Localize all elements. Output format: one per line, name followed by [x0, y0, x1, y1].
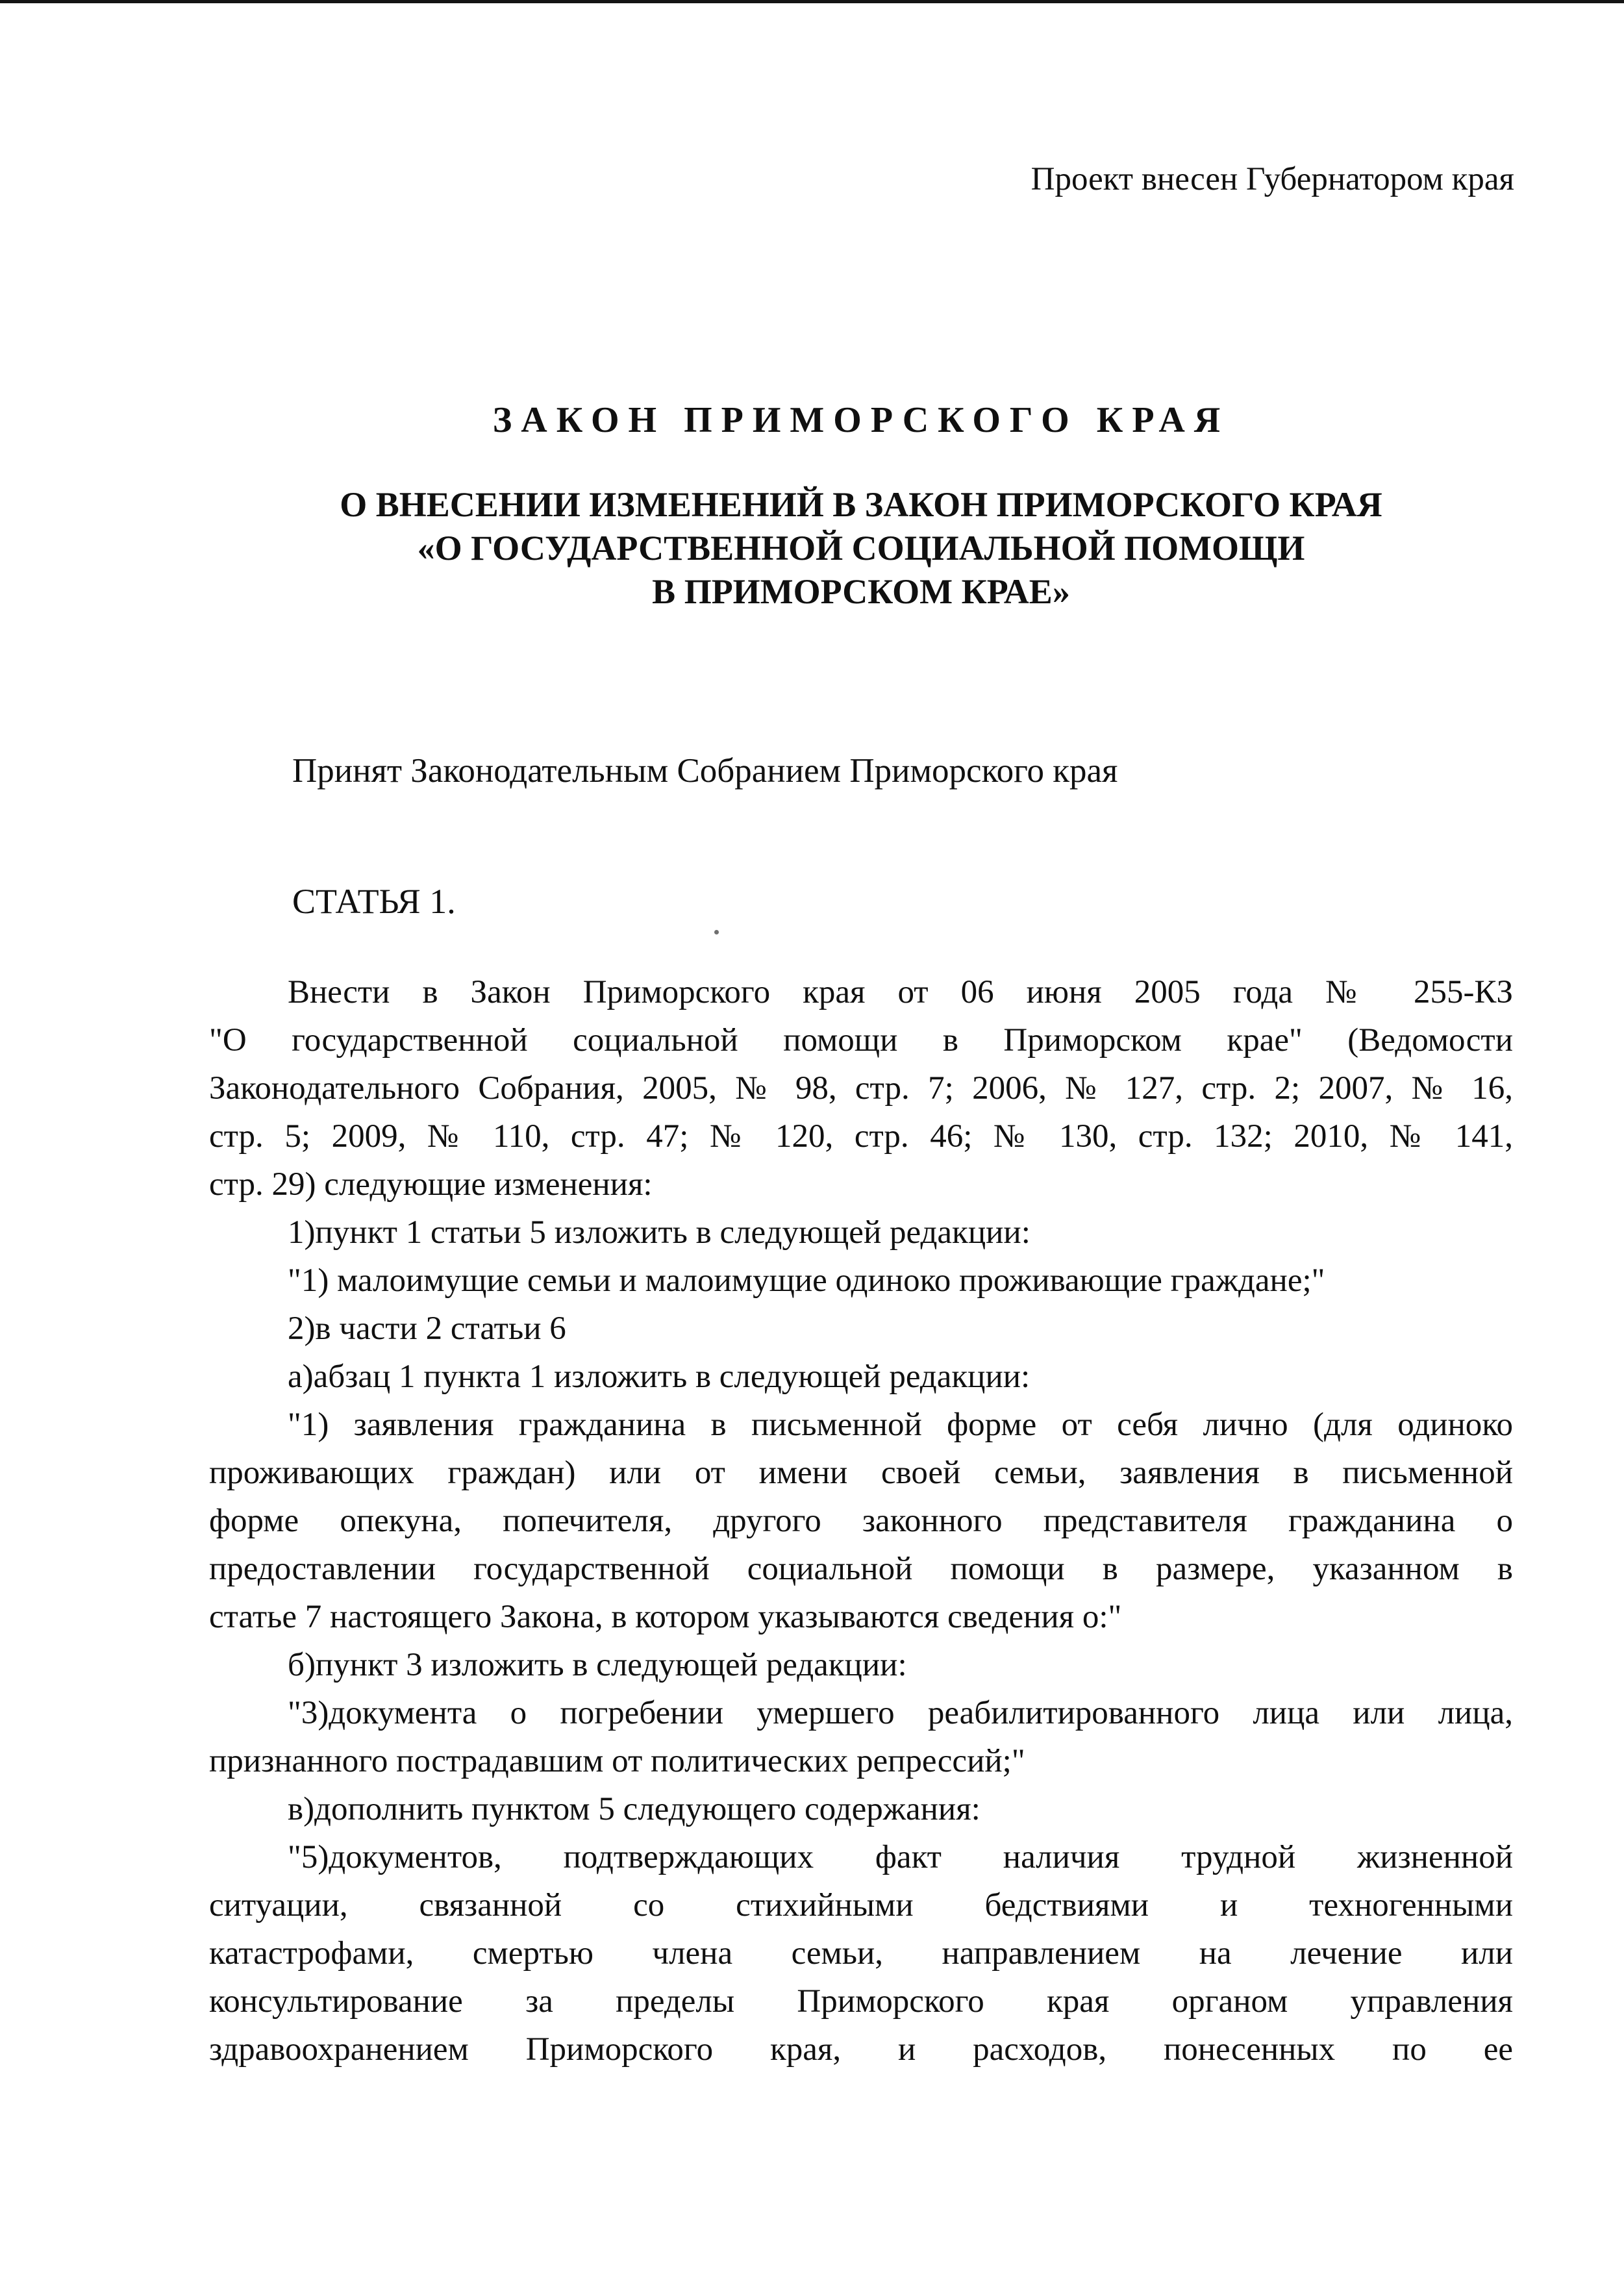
law-subtitle-line: «О ГОСУДАРСТВЕННОЙ СОЦИАЛЬНОЙ ПОМОЩИ — [417, 529, 1305, 568]
article-heading: СТАТЬЯ 1. — [292, 882, 456, 921]
header-note: Проект внесен Губернатором края — [1031, 161, 1514, 197]
body-text-line: "1) малоимущие семьи и малоимущие одиноко проживающие граждане;" — [288, 1262, 1325, 1299]
body-text-line: "1) заявления гражданина в письменной форме от себя лично (для одиноко — [288, 1407, 1513, 1443]
body-text-line: ситуации, связанной со стихийными бедствиями и техногенными — [209, 1887, 1513, 1923]
body-text-line: консультирование за пределы Приморского края органом управления — [209, 1983, 1513, 2020]
body-text-line: "О государственной социальной помощи в Приморском крае" (Ведомости — [209, 1022, 1513, 1059]
body-text-line: 1)пункт 1 статьи 5 изложить в следующей редакции: — [288, 1214, 1031, 1251]
body-text-line: предоставлении государственной социальной помощи в размере, указанном в — [209, 1551, 1513, 1587]
body-text-line: стр. 29) следующие изменения: — [209, 1166, 653, 1203]
body-text-line: статье 7 настоящего Закона, в котором указываются сведения о:" — [209, 1599, 1122, 1635]
body-text-line: Внести в Закон Приморского края от 06 июня 2005 года № 255-КЗ — [288, 974, 1513, 1010]
law-subtitle — [209, 483, 1513, 614]
body-text-line: здравоохранением Приморского края, и расходов, понесенных по ее — [209, 2031, 1513, 2068]
body-text-line: проживающих граждан) или от имени своей семьи, заявления в письменной — [209, 1455, 1513, 1491]
body-text-line: признанного пострадавшим от политических репрессий;" — [209, 1743, 1025, 1779]
article-body — [209, 968, 1513, 2073]
adopted-note: Принят Законодательным Собранием Приморского края — [292, 752, 1118, 790]
body-text-line: б)пункт 3 изложить в следующей редакции: — [288, 1647, 907, 1683]
body-text-line: "3)документа о погребении умершего реабилитированного лица или лица, — [288, 1695, 1513, 1731]
body-text-line: "5)документов, подтверждающих факт наличия трудной жизненной — [288, 1839, 1513, 1875]
body-text-line: катастрофами, смертью члена семьи, направлением на лечение или — [209, 1935, 1513, 1972]
law-title: ЗАКОН ПРИМОРСКОГО КРАЯ — [492, 400, 1230, 440]
scan-speck — [714, 930, 719, 934]
body-text-line: Законодательного Собрания, 2005, № 98, стр. 7; 2006, № 127, стр. 2; 2007, № 16, — [209, 1070, 1513, 1107]
law-subtitle-line: В ПРИМОРСКОМ КРАЕ» — [652, 572, 1070, 611]
scan-edge-artifact — [0, 0, 1624, 3]
body-text-line: форме опекуна, попечителя, другого законного представителя гражданина о — [209, 1503, 1513, 1539]
body-text-line: 2)в части 2 статьи 6 — [288, 1310, 566, 1347]
body-text-line: в)дополнить пунктом 5 следующего содержания: — [288, 1791, 981, 1827]
law-subtitle-line: О ВНЕСЕНИИ ИЗМЕНЕНИЙ В ЗАКОН ПРИМОРСКОГО КРАЯ — [340, 485, 1382, 524]
body-text-line: а)абзац 1 пункта 1 изложить в следующей редакции: — [288, 1359, 1031, 1395]
body-text-line: стр. 5; 2009, № 110, стр. 47; № 120, стр. 46; № 130, стр. 132; 2010, № 141, — [209, 1118, 1513, 1155]
